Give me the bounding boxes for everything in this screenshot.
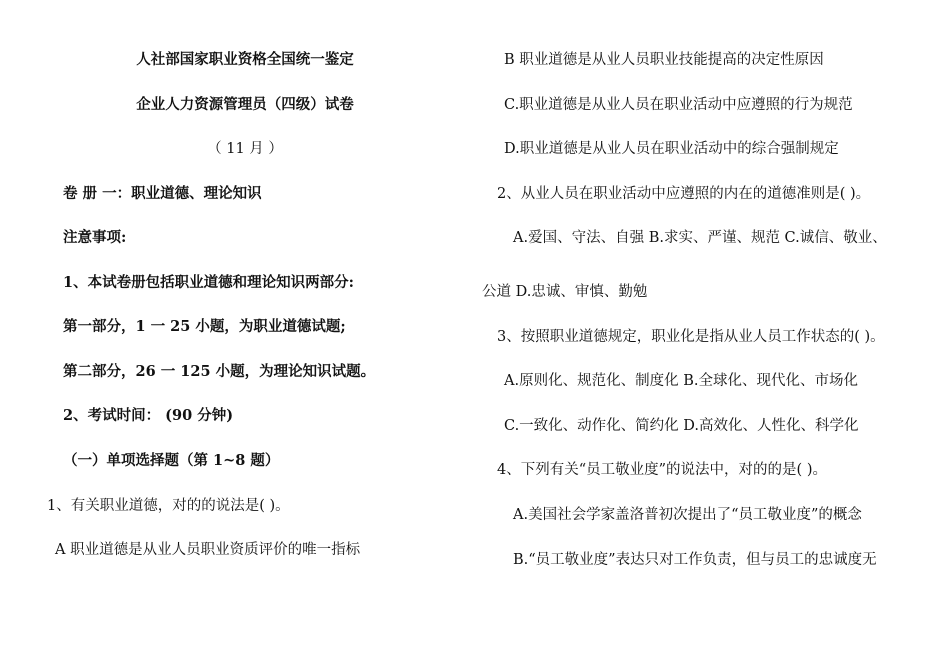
question-3-options-line-2: C.一致化、动作化、简约化 D.高效化、人性化、科学化 (504, 418, 859, 434)
question-3-options-line-1: A.原则化、规范化、制度化 B.全球化、现代化、市场化 (504, 373, 858, 389)
note-item-1: 1、本试卷册包括职业道德和理论知识两部分: (63, 274, 354, 291)
question-2: 2、从业人员在职业活动中应遵照的内在的道德准则是( )。 (497, 186, 871, 202)
volume-heading: 卷 册 一：职业道德、理论知识 (63, 185, 262, 202)
question-2-options-line-2: 公道 D.忠诚、审慎、勤勉 (482, 284, 648, 300)
question-2-options-line-1: A.爱国、守法、自强 B.求实、严谨、规范 C.诚信、敬业、 (513, 230, 887, 246)
question-1-option-b: B 职业道德是从业人员职业技能提高的决定性原因 (504, 52, 824, 68)
exam-time-note: 2、考试时间： (90 分钟) (63, 407, 234, 424)
exam-subtitle: 企业人力资源管理员（四级）试卷 (136, 96, 354, 113)
question-4-option-b: B.“员工敬业度”表达只对工作负责，但与员工的忠诚度无 (513, 552, 877, 568)
question-3: 3、按照职业道德规定，职业化是指从业人员工作状态的( )。 (497, 329, 885, 345)
exam-title: 人社部国家职业资格全国统一鉴定 (136, 51, 354, 68)
question-4: 4、下列有关“员工敬业度”的说法中，对的的是( )。 (497, 462, 827, 478)
question-1-option-c: C.职业道德是从业人员在职业活动中应遵照的行为规范 (504, 97, 853, 113)
question-1-option-d: D.职业道德是从业人员在职业活动中的综合强制规定 (504, 141, 839, 157)
part-one-note: 第一部分，1 一 25 小题，为职业道德试题; (63, 318, 346, 335)
notes-heading: 注意事项: (63, 229, 127, 246)
part-two-note: 第二部分，26 一 125 小题，为理论知识试题。 (63, 363, 376, 380)
question-1-option-a: A 职业道德是从业人员职业资质评价的唯一指标 (55, 542, 361, 558)
question-1: 1、有关职业道德，对的的说法是( )。 (47, 498, 290, 514)
exam-date: （ 11 月 ） (207, 141, 283, 157)
question-4-option-a: A.美国社会学家盖洛普初次提出了“员工敬业度”的概念 (513, 507, 862, 523)
section-heading: （一）单项选择题（第 1~8 题） (63, 452, 280, 469)
